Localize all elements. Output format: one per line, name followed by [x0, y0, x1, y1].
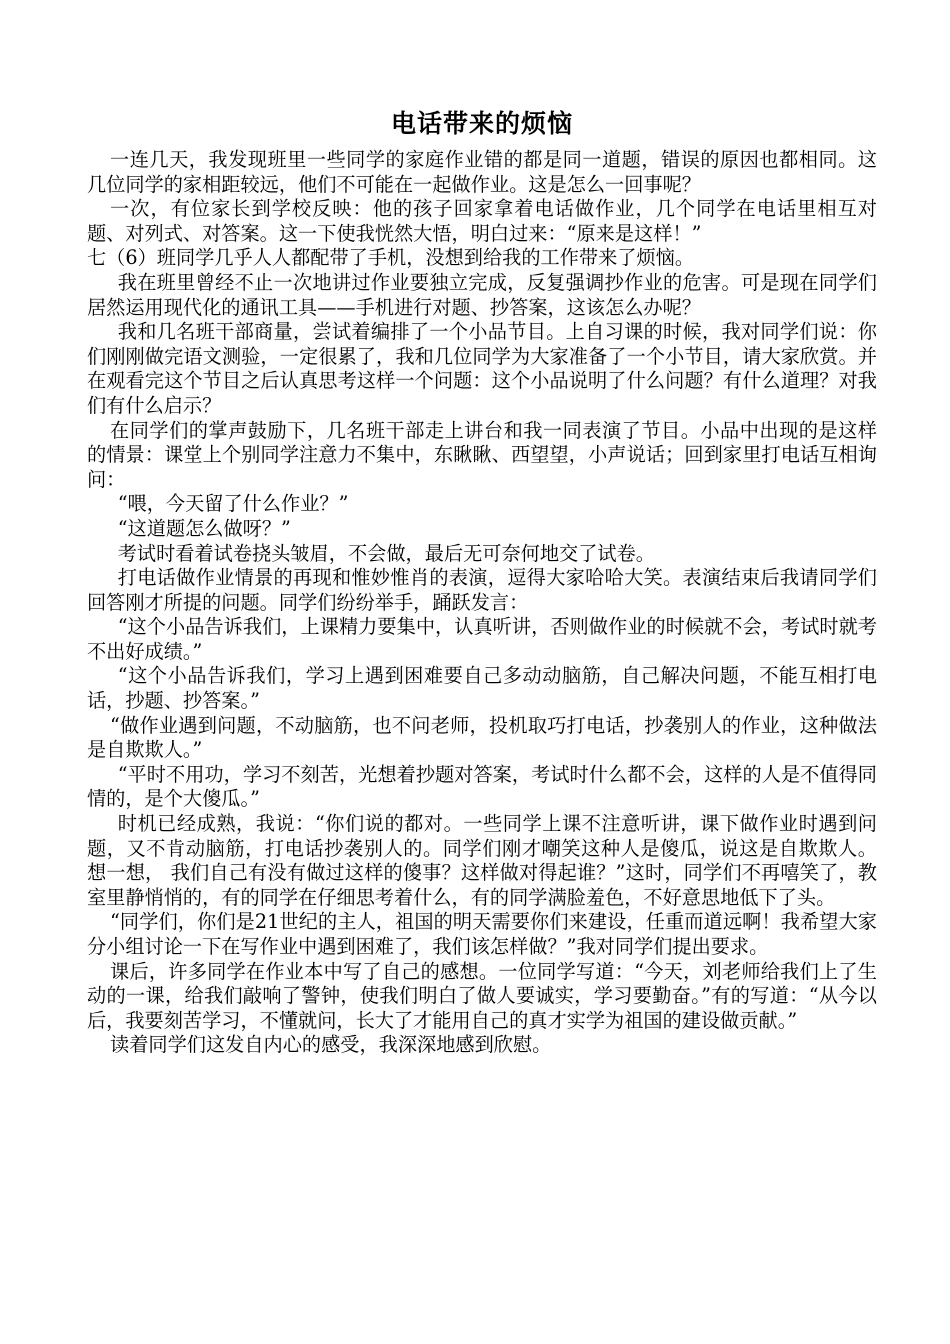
- paragraph-18: 读着同学们这发自内心的感受，我深深地感到欣慰。: [110, 1033, 552, 1057]
- paragraph-13: “做作业遇到问题，不动脑筋，也不问老师，投机取巧打电话，抄袭别人的作业，这种做法是自欺欺人。”: [87, 713, 877, 762]
- document-page: [87, 104, 877, 1058]
- paragraph-10: 打电话做作业情景的再现和惟妙惟肖的表演，逗得大家哈哈大笑。表演结束后我请同学们回答刚才所提的问题。同学们纷纷举手，踊跃发言：: [87, 566, 877, 614]
- paragraph-5: 我和几名班干部商量，尝试着编排了一个小品节目。上自习课的时候，我对同学们说：你们刚刚做完语文测验，一定很累了，我和几位同学为大家准备了一个小节目，请大家欣赏。并在观看完这个节目之后认真思考这样一个问题：这个小品说明了什么问题？有什么道理？对我们有什么启示？: [87, 320, 877, 417]
- paragraph-4: 我在班里曾经不止一次地讲过作业要独立完成，反复强调抄作业的危害。可是现在同学们居然运用现代化的通讯工具——手机进行对题、抄答案，这该怎么办呢？: [87, 270, 877, 319]
- paragraph-17: 课后，许多同学在作业本中写了自己的感想。一位同学写道：“今天，刘老师给我们上了生动的一课，给我们敲响了警钟，使我们明白了做人要诚实，学习要勤奋。”有的写道：“从今以后，我要刻苦学习，不懂就问，长大了才能用自己的真才实学为祖国的建设做贡献。”: [87, 959, 877, 1032]
- paragraph-15: 时机已经成熟，我说：“你们说的都对。一些同学上课不注意听讲，课下做作业时遇到问题，又不肯动脑筋，打电话抄袭别人的。同学们刚才嘲笑这种人是傻瓜，说这是自欺欺人。 想一想， 我们自己有没有做过这样的傻事？这样做对得起谁？”这时，同学们不再嘻笑了，教室里静悄悄的，有的同学在仔细思考着什么，有的同学满脸羞色，不好意思地低下了头。: [87, 812, 877, 909]
- paragraph-12: “这个小品告诉我们，学习上遇到困难要自己多动动脑筋，自己解决问题，不能互相打电话，抄题、抄答案。”: [87, 664, 877, 713]
- paragraph-3: 七（6）班同学几乎人人都配带了手机，没想到给我的工作带来了烦恼。: [87, 246, 695, 270]
- paragraph-16: “同学们，你们是21世纪的主人，祖国的明天需要你们来建设，任重而道远啊！我希望大家分小组讨论一下在写作业中遇到困难了，我们该怎样做？”我对同学们提出要求。: [87, 910, 877, 958]
- paragraph-8: “这道题怎么做呀？”: [117, 516, 291, 540]
- paragraph-14: “平时不用功，学习不刻苦，光想着抄题对答案，考试时什么都不会，这样的人是不值得同情的，是个大傻瓜。”: [87, 762, 877, 811]
- paragraph-6: 在同学们的掌声鼓励下，几名班干部走上讲台和我一同表演了节目。小品中出现的是这样的情景：课堂上个别同学注意力不集中，东瞅瞅、西望望，小声说话；回到家里打电话互相询问：: [87, 418, 877, 491]
- paragraph-7: “喂，今天留了什么作业？”: [117, 492, 349, 516]
- paragraph-1: 一连几天，我发现班里一些同学的家庭作业错的都是同一道题，错误的原因也都相同。这几位同学的家相距较远，他们不可能在一起做作业。这是怎么一回事呢？: [87, 148, 877, 196]
- paragraph-11: “这个小品告诉我们，上课精力要集中，认真听讲，否则做作业的时候就不会，考试时就考不出好成绩。”: [87, 615, 877, 663]
- paragraph-2: 一次，有位家长到学校反映：他的孩子回家拿着电话做作业，几个同学在电话里相互对题、对列式、对答案。这一下使我恍然大悟，明白过来：“原来是这样！”: [87, 197, 877, 245]
- paragraph-9: 考试时看着试卷挠头皱眉，不会做，最后无可奈何地交了试卷。: [117, 541, 655, 565]
- document-title: 电话带来的烦恼: [390, 109, 573, 138]
